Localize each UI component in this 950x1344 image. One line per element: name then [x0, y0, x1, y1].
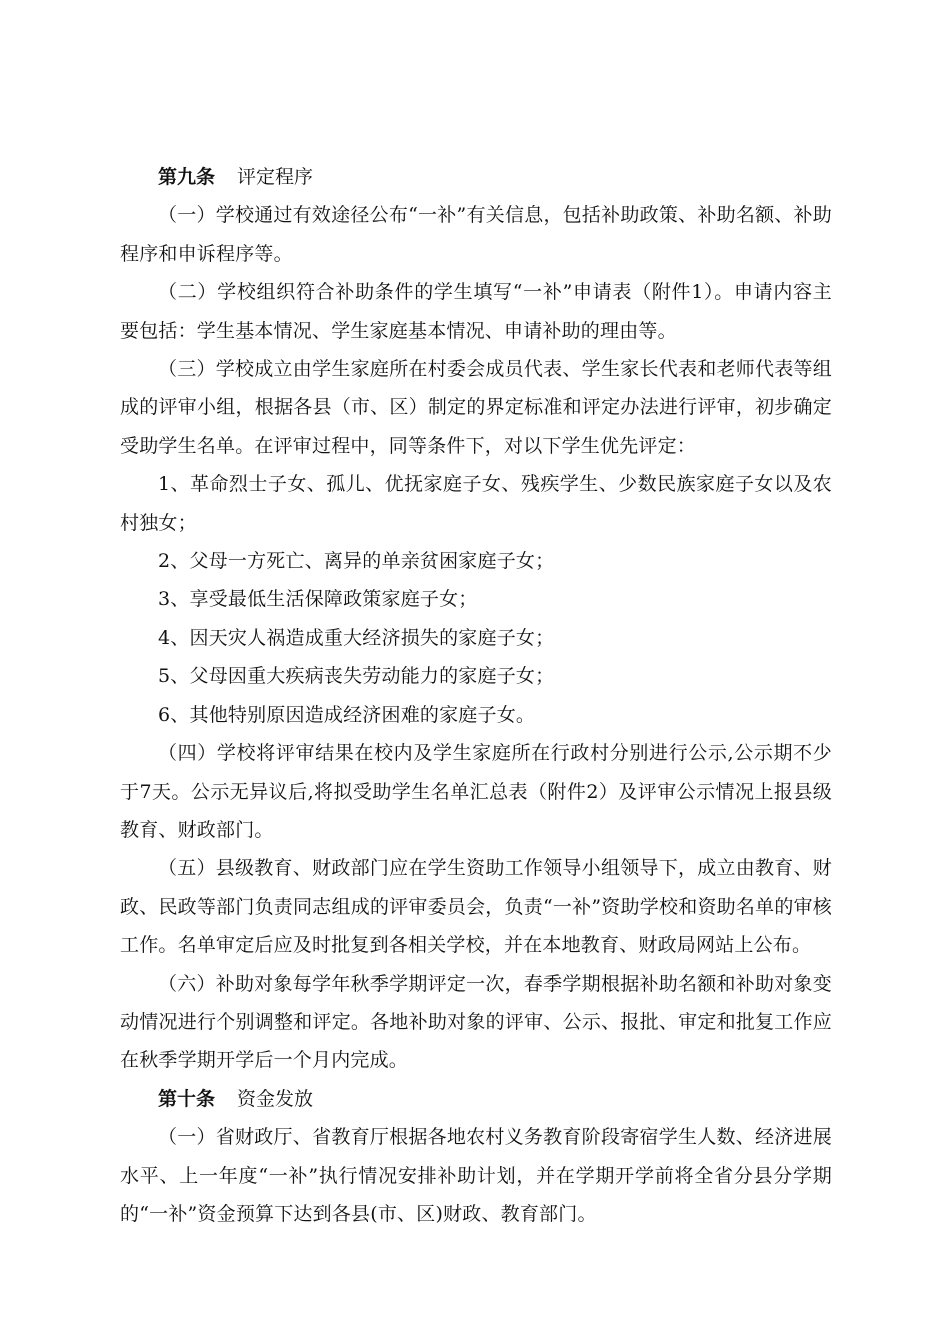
priority-item-3: 3、享受最低生活保障政策家庭子女； [158, 588, 478, 611]
article-10-title: 资金发放 [237, 1087, 314, 1110]
article-9-paragraph-2: （二）学校组织符合补助条件的学生填写“一补”申请表（附件1）。申请内容主要包括：学生基本情况、学生家庭基本情况、申请补助的理由等。 [120, 281, 832, 342]
article-10-number: 第十条 [158, 1087, 216, 1110]
article-9-paragraph-1: （一）学校通过有效途径公布“一补”有关信息，包括补助政策、补助名额、补助程序和申诉程序等。 [120, 204, 832, 265]
priority-item-4: 4、因天灾人祸造成重大经济损失的家庭子女； [158, 626, 555, 649]
article-9-number: 第九条 [158, 166, 216, 188]
article-9-title: 评定程序 [237, 166, 314, 188]
priority-item-6: 6、其他特别原因造成经济困难的家庭子女。 [158, 703, 536, 726]
article-10-paragraph-1: （一）省财政厅、省教育厅根据各地农村义务教育阶段寄宿学生人数、经济进展水平、上一年度“一补”执行情况安排补助计划，并在学期开学前将全省分县分学期的“一补”资金预算下达到各县(市、区)财政、教育部门。 [120, 1126, 832, 1225]
article-9-paragraph-3: （三）学校成立由学生家庭所在村委会成员代表、学生家长代表和老师代表等组成的评审小组，根据各县（市、区）制定的界定标准和评定办法进行评审，初步确定受助学生名单。在评审过程中，同等条件下，对以下学生优先评定： [120, 358, 832, 457]
article-9-paragraph-4: （四）学校将评审结果在校内及学生家庭所在行政村分别进行公示,公示期不少于7天。公示无异议后,将拟受助学生名单汇总表（附件2）及评审公示情况上报县级教育、财政部门。 [120, 742, 832, 841]
priority-item-2: 2、父母一方死亡、离异的单亲贫困家庭子女； [158, 550, 555, 573]
document-body [120, 158, 832, 1233]
article-9-heading [120, 158, 832, 196]
article-9-paragraph-6: （六）补助对象每学年秋季学期评定一次，春季学期根据补助名额和补助对象变动情况进行个别调整和评定。各地补助对象的评审、公示、报批、审定和批复工作应在秋季学期开学后一个月内完成。 [120, 972, 832, 1072]
priority-item-5: 5、父母因重大疾病丧失劳动能力的家庭子女； [158, 665, 555, 688]
article-9-paragraph-5: （五）县级教育、财政部门应在学生资助工作领导小组领导下，成立由教育、财政、民政等部门负责同志组成的评审委员会，负责“一补”资助学校和资助名单的审核工作。名单审定后应及时批复到各相关学校，并在本地教育、财政局网站上公布。 [120, 857, 832, 957]
priority-item-1: 1、革命烈士子女、孤儿、优抚家庭子女、残疾学生、少数民族家庭子女以及农村独女； [120, 473, 832, 534]
article-10-heading [120, 1080, 832, 1118]
